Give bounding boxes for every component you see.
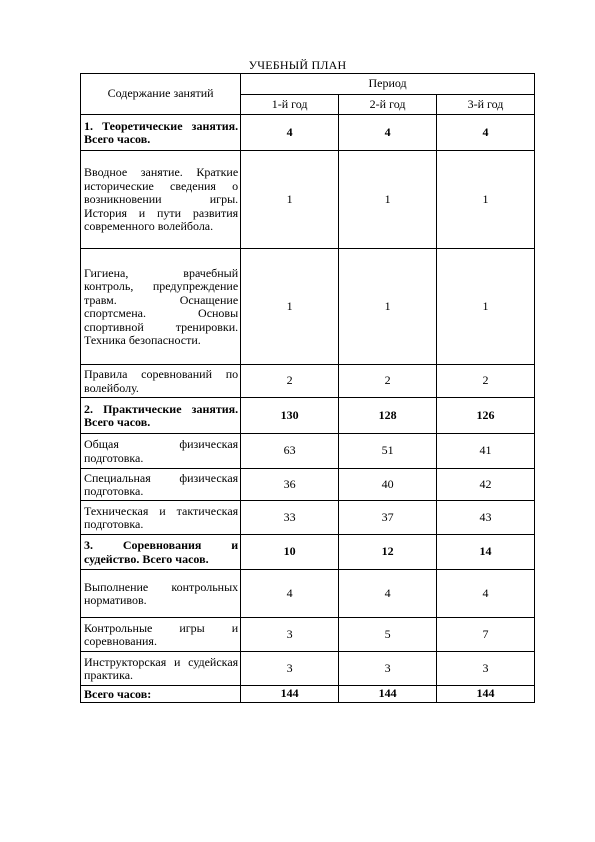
row-label: 3. Соревнования и судейство. Всего часов. <box>81 535 241 570</box>
row-value-year-1: 1 <box>241 151 339 249</box>
curriculum-table <box>80 73 535 703</box>
row-label: 1. Теоретические занятия. Всего часов. <box>81 115 241 151</box>
row-value-year-2: 12 <box>339 535 437 570</box>
table-row <box>81 686 535 703</box>
row-value-year-2: 128 <box>339 398 437 434</box>
table-row <box>81 398 535 434</box>
table-body <box>81 115 535 703</box>
row-value-year-3: 1 <box>437 151 535 249</box>
row-value-year-2: 1 <box>339 151 437 249</box>
page-title: УЧЕБНЫЙ ПЛАН <box>248 58 347 72</box>
row-label: Инструкторская и судейская практика. <box>81 652 241 686</box>
row-value-year-3: 7 <box>437 618 535 652</box>
row-value-year-2: 5 <box>339 618 437 652</box>
row-label: Техническая и тактическая подготовка. <box>81 501 241 535</box>
row-label: Общая физическая подготовка. <box>81 434 241 469</box>
row-value-year-1: 36 <box>241 469 339 501</box>
row-label: Контрольные игры и соревнования. <box>81 618 241 652</box>
row-value-year-3: 126 <box>437 398 535 434</box>
row-label: Выполнение контрольных нормативов. <box>81 570 241 618</box>
row-value-year-3: 43 <box>437 501 535 535</box>
row-value-year-2: 37 <box>339 501 437 535</box>
table-row <box>81 434 535 469</box>
row-value-year-1: 33 <box>241 501 339 535</box>
row-value-year-2: 4 <box>339 115 437 151</box>
row-value-year-2: 51 <box>339 434 437 469</box>
row-value-year-3: 1 <box>437 249 535 365</box>
row-value-year-1: 4 <box>241 570 339 618</box>
row-value-year-3: 4 <box>437 115 535 151</box>
header-period: Период <box>241 74 535 95</box>
table-row <box>81 115 535 151</box>
table-row <box>81 570 535 618</box>
table-row <box>81 365 535 398</box>
row-value-year-2: 3 <box>339 652 437 686</box>
row-value-year-3: 14 <box>437 535 535 570</box>
row-value-year-1: 1 <box>241 249 339 365</box>
header-row <box>81 74 535 95</box>
table-row <box>81 618 535 652</box>
row-label: Гигиена, врачебный контроль, предупреждение травм. Оснащение спортсмена. Основы спортивной тренировки. Техника безопасности. <box>81 249 241 365</box>
table-row <box>81 501 535 535</box>
table-row <box>81 652 535 686</box>
row-value-year-1: 10 <box>241 535 339 570</box>
row-value-year-2: 144 <box>339 686 437 703</box>
row-value-year-1: 3 <box>241 652 339 686</box>
row-value-year-2: 4 <box>339 570 437 618</box>
table-row <box>81 249 535 365</box>
header-year-3: 3-й год <box>437 95 535 115</box>
row-label: Вводное занятие. Краткие исторические сведения о возникновении игры. История и пути развития современного волейбола. <box>81 151 241 249</box>
row-value-year-1: 144 <box>241 686 339 703</box>
row-value-year-3: 144 <box>437 686 535 703</box>
table-row <box>81 151 535 249</box>
row-value-year-3: 42 <box>437 469 535 501</box>
row-value-year-1: 3 <box>241 618 339 652</box>
row-value-year-1: 4 <box>241 115 339 151</box>
row-value-year-1: 63 <box>241 434 339 469</box>
row-value-year-3: 4 <box>437 570 535 618</box>
row-value-year-2: 1 <box>339 249 437 365</box>
row-value-year-2: 2 <box>339 365 437 398</box>
header-content: Содержание занятий <box>81 74 241 115</box>
row-value-year-3: 3 <box>437 652 535 686</box>
row-label: Специальная физическая подготовка. <box>81 469 241 501</box>
row-value-year-3: 2 <box>437 365 535 398</box>
row-value-year-1: 2 <box>241 365 339 398</box>
header-year-2: 2-й год <box>339 95 437 115</box>
row-label: Всего часов: <box>81 686 241 703</box>
row-value-year-2: 40 <box>339 469 437 501</box>
row-label: 2. Практические занятия. Всего часов. <box>81 398 241 434</box>
row-label: Правила соревнований по волейболу. <box>81 365 241 398</box>
table-row <box>81 469 535 501</box>
table-row <box>81 535 535 570</box>
row-value-year-1: 130 <box>241 398 339 434</box>
row-value-year-3: 41 <box>437 434 535 469</box>
header-year-1: 1-й год <box>241 95 339 115</box>
